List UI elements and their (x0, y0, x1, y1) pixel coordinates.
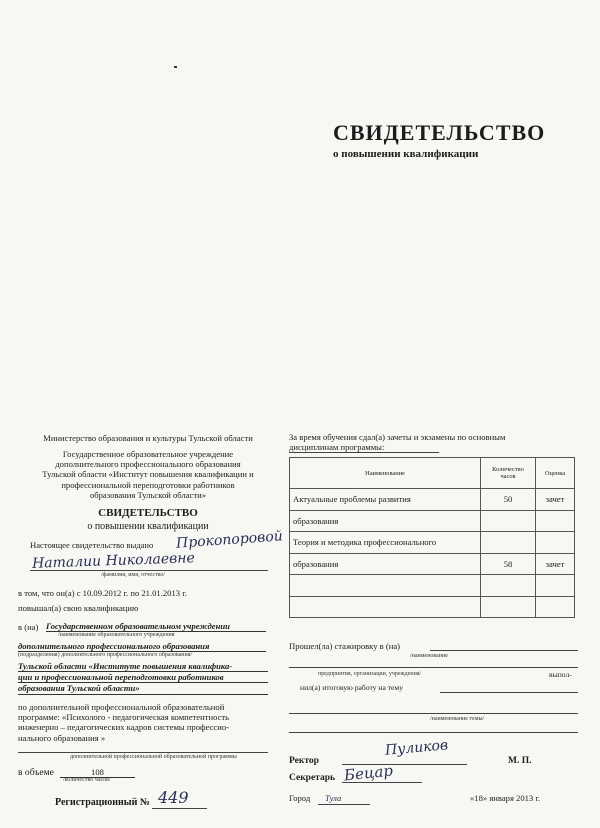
institution-line: Тульской области «Институт повышения квалификации и (42, 469, 254, 480)
completed-word: выпол- (549, 670, 572, 679)
rector-signature: Пуликов (384, 737, 449, 759)
header-hours: Количество часов (481, 458, 536, 489)
table-row (290, 553, 575, 575)
rector-label: Ректор (289, 756, 319, 766)
mp-label: М. П. (508, 756, 532, 766)
internship-label: Прошел(ла) стажировку в (на) (289, 641, 401, 651)
table-row (290, 596, 575, 618)
dept-caption: (подразделения) дополнительного профессионального образования/ (18, 652, 193, 658)
institution-line: профессиональной переподготовки работников (61, 479, 235, 490)
given-name-handwriting: Наталии Николаевне (31, 550, 196, 572)
issued-to-label: Настоящее свидетельство выдано (30, 540, 154, 550)
institute-line: Тульской области «Институте повышения квалифика- (18, 661, 268, 672)
registration-number-handwriting: 449 (158, 788, 189, 807)
registration-label: Регистрационный № (55, 797, 150, 808)
cell-hours: 58 (481, 553, 536, 575)
qualified-text: повышал(а) свою квалификацию (18, 603, 139, 613)
institute-line: образования Тульской области» (18, 683, 268, 694)
org-caption: /наименование образовательного учреждения (58, 632, 175, 638)
volume-label: в объеме (18, 767, 54, 778)
institute-line: ции и профессиональной переподготовки работников (18, 672, 268, 683)
cell-hours (481, 596, 536, 618)
registration-underline (152, 808, 207, 809)
city-underline (318, 804, 370, 805)
cell-discipline: образования (290, 553, 481, 575)
cell-discipline (290, 575, 481, 597)
cover-title: СВИДЕТЕЛЬСТВО (333, 120, 546, 145)
secretary-signature: Бецар (343, 761, 394, 785)
table-header-row (290, 458, 575, 489)
cell-grade (536, 596, 575, 618)
intro-underline (289, 452, 439, 453)
cell-grade: зачет (536, 553, 575, 575)
institute-block (18, 661, 268, 695)
cover-subtitle: о повышении квалификации (333, 148, 479, 160)
internship-underline-2 (289, 667, 578, 668)
issue-date: «18» января 2013 г. (470, 793, 541, 803)
hours-caption: /количество часов/ (63, 777, 111, 783)
table-row (290, 510, 575, 532)
final-work-underline (440, 692, 578, 693)
doc-subtitle: о повышении квалификации (87, 521, 209, 532)
exams-intro-line: За время обучения сдал(а) зачеты и экзамены по основным (289, 432, 506, 442)
cell-discipline: Теория и методика профессионального (290, 532, 481, 554)
doc-title: СВИДЕТЕЛЬСТВО (98, 507, 198, 519)
cell-grade: зачет (536, 489, 575, 511)
in-label: в (на) (18, 622, 39, 632)
cell-grade (536, 510, 575, 532)
topic-underline (289, 713, 578, 714)
hours-value: 108 (60, 767, 135, 778)
program-line: программе: «Психолого - педагогическая компетентность (18, 712, 230, 723)
cell-discipline (290, 596, 481, 618)
cell-grade (536, 532, 575, 554)
table-row (290, 489, 575, 511)
topic-caption: /наименование темы/ (430, 716, 485, 722)
city-label: Город (289, 793, 311, 803)
institution-line: образования Тульской области» (89, 489, 207, 500)
city-value: Тула (325, 793, 342, 803)
cell-discipline: образования (290, 510, 481, 532)
institution-line: Государственное образовательное учреждение (62, 449, 234, 459)
institution-block (18, 449, 278, 500)
internship-underline (430, 650, 578, 651)
program-underline (18, 752, 268, 753)
dept-value: дополнительного профессионального образования (18, 641, 266, 652)
cell-hours (481, 510, 536, 532)
program-line: инженерно – педагогических кадров системы профессио- (18, 722, 230, 733)
fio-caption: /фамилия, имя, отчество/ (101, 572, 166, 578)
program-line: нального образования » (18, 732, 106, 743)
topic-underline-2 (289, 732, 578, 733)
surname-handwriting: Прокопоровой (175, 528, 284, 552)
program-line: по дополнительной профессиональной образовательной (18, 702, 225, 712)
program-block (18, 702, 273, 743)
cell-hours (481, 532, 536, 554)
program-caption: дополнительной профессиональной образовательной программы (70, 754, 237, 760)
table-row (290, 532, 575, 554)
exams-intro-line: дисциплинам программы: (289, 442, 385, 453)
header-name: Наименование (290, 458, 481, 489)
final-work-label: нил(а) итоговую работу на тему (300, 683, 404, 692)
institution-line: дополнительного профессионального образования (55, 459, 241, 470)
period-text: в том, что он(а) с 10.09.2012 г. по 21.01.2013 г. (18, 588, 187, 598)
org-value: Государственном образовательном учреждении (46, 621, 266, 632)
internship-caption: /наименование (410, 653, 448, 659)
cell-discipline: Актуальные проблемы развития (290, 489, 481, 511)
table-row (290, 575, 575, 597)
disciplines-table (289, 457, 575, 618)
header-grade: Оценка (536, 458, 575, 489)
cell-hours: 50 (481, 489, 536, 511)
enterprise-caption: предприятия, организации, учреждения/ (318, 671, 422, 677)
exams-intro (289, 432, 589, 452)
ministry-name: Министерство образования и культуры Тульской области (43, 433, 253, 443)
cell-grade (536, 575, 575, 597)
cell-hours (481, 575, 536, 597)
secretary-label: Секретарь (289, 773, 336, 783)
scan-speck (174, 66, 177, 68)
